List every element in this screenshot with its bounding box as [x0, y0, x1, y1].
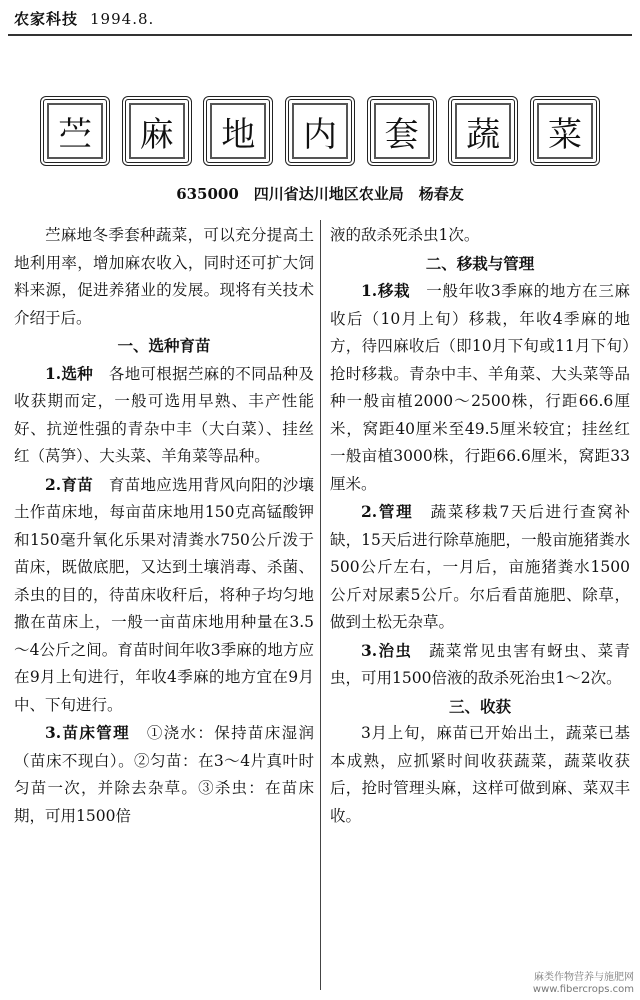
pest-control-text: 蔬菜常见虫害有蚜虫、菜青虫，可用1500倍液的敌杀死治虫1～2次。	[330, 641, 630, 687]
intro-paragraph: 苎麻地冬季套种蔬菜，可以充分提高土地利用率，增加麻农收入，同时还可扩大饲料来源，促进养猪业的发展。现将有关技术介绍于后。	[14, 226, 314, 327]
watermark-url: www.fibercrops.com	[532, 984, 634, 995]
title-char: 蔬	[448, 96, 518, 166]
subheading-management: 2.管理	[361, 502, 414, 521]
transplant-text: 一般年收3季麻的地方在三麻收后（10月上旬）移栽，年收4季麻的地方，待四麻收后（即10月下旬或11月下旬）抢时移栽。青杂中丰、羊角菜、大头菜等品种一般亩植2000～2500株，行距66.6厘米，窝距40厘米至49.5厘米较宜；挂丝红一般亩植3000株，行距66.6厘米，窝距33厘米。	[330, 282, 630, 493]
title-char: 套	[367, 96, 437, 166]
raise-seedling-text: 育苗地应选用背风向阳的沙壤土作苗床地，每亩苗床地用150克高锰酸钾和150毫升氧化乐果对清粪水750公斤泼于苗床，既做底肥，又达到土壤消毒、杀菌、杀虫的目的，待苗床收秆后，将种子均匀地撒在苗床上，一般一亩苗床地用种量在3.5～4公斤之间。育苗时间年收3季麻的地方应在9月上旬进行，年收4季麻的地方宜在9月中、下旬进行。	[14, 475, 314, 714]
right-column	[330, 222, 630, 830]
paragraph-raise-seedling	[14, 471, 314, 720]
select-seed-text: 各地可根据苎麻的不同品种及收获期而定，一般可选用早熟、丰产性能好、抗逆性强的青杂中丰（大白菜）、挂丝红（莴笋）、大头菜、羊角菜等品种。	[14, 364, 314, 465]
continued-text: 液的敌杀死杀虫1次。	[330, 226, 480, 244]
subheading-pest-control: 3.治虫	[361, 640, 413, 660]
column-divider	[320, 220, 321, 990]
paragraph-management	[330, 498, 630, 637]
paragraph-harvest: 3月上旬，麻苗已开始出土，蔬菜已基本成熟，应抓紧时间收获蔬菜，蔬菜收获后，抢时管理头麻，这样可做到麻、菜双丰收。	[330, 724, 630, 825]
title-char: 麻	[122, 96, 192, 166]
journal-name: 农家科技	[14, 10, 79, 28]
journal-header	[14, 8, 154, 29]
management-text: 蔬菜移栽7天后进行查窝补缺，15天后进行除草施肥，一般亩施猪粪水500公斤左右，一月后，亩施猪粪水1500公斤对尿素5公斤。尔后看苗施肥、除草，做到土松无杂草。	[330, 503, 630, 631]
title-char: 菜	[530, 96, 600, 166]
subheading-select-seed: 1.选种	[45, 363, 94, 383]
section-heading-1: 一、选种育苗	[117, 336, 211, 355]
left-column	[14, 222, 314, 830]
subheading-bed-management: 3.苗床管理	[45, 723, 130, 742]
issue-date: 1994.8.	[90, 10, 155, 28]
paragraph-bed-management	[14, 719, 314, 830]
section-heading-2: 二、移栽与管理	[425, 253, 535, 273]
paragraph-pest-control	[330, 637, 630, 693]
header-rule	[8, 34, 632, 36]
paragraph-select-seed	[14, 360, 314, 471]
article-title	[40, 96, 600, 172]
title-char: 苎	[40, 96, 110, 166]
watermark-title: 麻类作物营养与施肥网	[534, 972, 634, 983]
title-char: 内	[285, 96, 355, 166]
section-heading-3: 三、收获	[448, 696, 511, 716]
subheading-raise-seedling: 2.育苗	[45, 474, 94, 494]
paragraph-transplant	[330, 277, 630, 498]
bed-management-text: ①浇水：保持苗床湿润（苗床不现白）。②匀苗：在3～4片真叶时匀苗一次，并除去杂草。③杀虫：在苗床期，可用1500倍	[14, 724, 314, 825]
title-char: 地	[203, 96, 273, 166]
subheading-transplant: 1.移栽	[361, 281, 411, 300]
watermark	[533, 972, 634, 996]
author-byline: 635000 四川省达川地区农业局 杨春友	[176, 185, 464, 203]
